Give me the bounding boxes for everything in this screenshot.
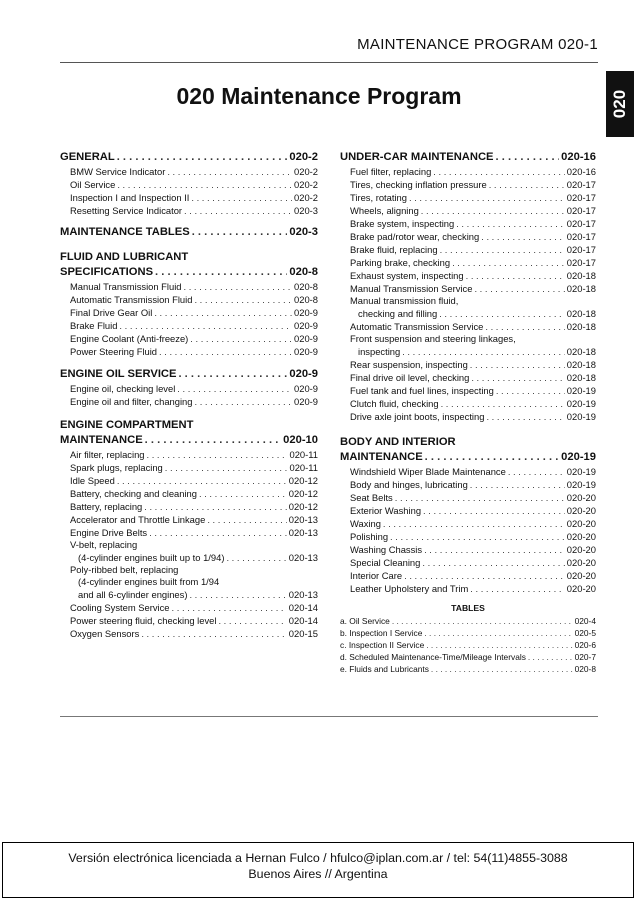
toc-entry-front-suspension-line1: Front suspension and steering linkages, xyxy=(350,333,516,344)
tables-heading: TABLES xyxy=(451,603,485,613)
toc-section-engine-oil[interactable]: ENGINE OIL SERVICE . . . 020-9 xyxy=(60,367,318,382)
toc-entry[interactable]: Final drive oil level, checking . . . 020-18 xyxy=(340,371,596,384)
toc-entry[interactable]: Engine Drive Belts . . . 020-13 xyxy=(60,526,318,539)
toc-entry[interactable]: Resetting Service Indicator . . . 020-3 xyxy=(60,204,318,217)
toc-entry[interactable]: Engine oil, checking level . . . 020-9 xyxy=(60,382,318,395)
toc-entry[interactable]: Brake fluid, replacing . . . 020-17 xyxy=(340,243,596,256)
toc-entry[interactable]: Final Drive Gear Oil . . . 020-9 xyxy=(60,306,318,319)
toc-entry-manual-fluid[interactable]: checking and filling . . . 020-18 xyxy=(340,307,596,320)
toc-entry[interactable]: Brake Fluid . . . 020-9 xyxy=(60,319,318,332)
toc-entry[interactable]: BMW Service Indicator . . . 020-2 xyxy=(60,165,318,178)
toc-entry-vbelt-line1: V-belt, replacing xyxy=(70,539,138,550)
toc-entry[interactable]: Exhaust system, inspecting . . . 020-18 xyxy=(340,269,596,282)
toc-entry[interactable]: Tires, checking inflation pressure . . . 020-17 xyxy=(340,178,596,191)
toc-entry-manual-fluid-line1: Manual transmission fluid, xyxy=(350,295,459,306)
toc-section-maintenance-tables[interactable]: MAINTENANCE TABLES . . . 020-3 xyxy=(60,225,318,240)
toc-section-engine-compartment-title: ENGINE COMPARTMENT xyxy=(60,419,194,431)
toc-entry[interactable]: Idle Speed . . . 020-12 xyxy=(60,474,318,487)
running-header: MAINTENANCE PROGRAM 020-1 xyxy=(357,36,598,53)
toc-entry[interactable]: Polishing . . . 020-20 xyxy=(340,530,596,543)
toc-entry[interactable]: Automatic Transmission Service . . . 020-18 xyxy=(340,320,596,333)
toc-section-general[interactable]: GENERAL . . . 020-2 xyxy=(60,150,318,165)
section-tab-label: 020 xyxy=(610,89,629,119)
toc-left-column xyxy=(60,150,318,640)
toc-entry[interactable]: Parking brake, checking . . . 020-17 xyxy=(340,256,596,269)
toc-entry[interactable]: Automatic Transmission Fluid . . . 020-8 xyxy=(60,293,318,306)
toc-entry[interactable]: Exterior Washing . . . 020-20 xyxy=(340,504,596,517)
header-rule xyxy=(60,62,598,63)
toc-entry[interactable]: Drive axle joint boots, inspecting . . . 020-19 xyxy=(340,410,596,423)
toc-entry[interactable]: Tires, rotating . . . 020-17 xyxy=(340,191,596,204)
toc-section-fluid-title: FLUID AND LUBRICANT xyxy=(60,251,189,263)
toc-entry-polybelt[interactable]: and all 6-cylinder engines) . . . 020-13 xyxy=(60,588,318,601)
toc-entry[interactable]: Special Cleaning . . . 020-20 xyxy=(340,556,596,569)
toc-entry-polybelt-line1: Poly-ribbed belt, replacing xyxy=(70,564,179,575)
toc-entry[interactable]: Fuel filter, replacing . . . 020-16 xyxy=(340,165,596,178)
toc-entry[interactable]: Battery, checking and cleaning . . . 020-12 xyxy=(60,487,318,500)
toc-entry[interactable]: Windshield Wiper Blade Maintenance . . . 020-19 xyxy=(340,465,596,478)
toc-entry[interactable]: Leather Upholstery and Trim . . . 020-20 xyxy=(340,582,596,595)
table-list-item[interactable]: d. Scheduled Maintenance-Time/Mileage Intervals . . . 020-7 xyxy=(340,651,596,663)
toc-entry[interactable]: Oxygen Sensors . . . 020-15 xyxy=(60,627,318,640)
license-footer xyxy=(2,842,634,898)
toc-entry[interactable]: Rear suspension, inspecting . . . 020-18 xyxy=(340,358,596,371)
toc-entry[interactable]: Seat Belts . . . 020-20 xyxy=(340,491,596,504)
toc-entry[interactable]: Air filter, replacing . . . 020-11 xyxy=(60,448,318,461)
toc-section-engine-compartment[interactable]: MAINTENANCE . . . 020-10 xyxy=(60,433,318,448)
toc-section-body-title: BODY AND INTERIOR xyxy=(340,436,456,448)
table-list-item[interactable]: b. Inspection I Service . . . 020-5 xyxy=(340,627,596,639)
toc-entry[interactable]: Waxing . . . 020-20 xyxy=(340,517,596,530)
toc-entry[interactable]: Inspection I and Inspection II . . . 020-2 xyxy=(60,191,318,204)
table-list-item[interactable]: c. Inspection II Service . . . 020-6 xyxy=(340,639,596,651)
toc-entry[interactable]: Cooling System Service . . . 020-14 xyxy=(60,601,318,614)
toc-section-body[interactable]: MAINTENANCE . . . 020-19 xyxy=(340,450,596,465)
toc-entry[interactable]: Washing Chassis . . . 020-20 xyxy=(340,543,596,556)
toc-entry[interactable]: Fuel tank and fuel lines, inspecting . . . 020-19 xyxy=(340,384,596,397)
footer-rule xyxy=(60,716,598,717)
toc-entry-vbelt[interactable]: (4-cylinder engines built up to 1/94) . . . 020-13 xyxy=(60,551,318,564)
toc-entry[interactable]: Wheels, aligning . . . 020-17 xyxy=(340,204,596,217)
toc-entry[interactable]: Clutch fluid, checking . . . 020-19 xyxy=(340,397,596,410)
toc-entry[interactable]: Power Steering Fluid . . . 020-9 xyxy=(60,345,318,358)
toc-entry[interactable]: Power steering fluid, checking level . . . 020-14 xyxy=(60,614,318,627)
toc-entry[interactable]: Oil Service . . . 020-2 xyxy=(60,178,318,191)
license-location: Buenos Aires // Argentina xyxy=(248,867,388,881)
toc-right-column xyxy=(340,150,596,675)
toc-entry[interactable]: Manual Transmission Fluid . . . 020-8 xyxy=(60,280,318,293)
toc-entry-polybelt-line2: (4-cylinder engines built from 1/94 xyxy=(78,576,220,587)
toc-entry[interactable]: Interior Care . . . 020-20 xyxy=(340,569,596,582)
toc-entry[interactable]: Brake pad/rotor wear, checking . . . 020-17 xyxy=(340,230,596,243)
license-line: Versión electrónica licenciada a Hernan Fulco / hfulco@iplan.com.ar / tel: 54(11)4855-3088 xyxy=(68,851,568,865)
table-list-item[interactable]: a. Oil Service . . . 020-4 xyxy=(340,615,596,627)
toc-entry[interactable]: Body and hinges, lubricating . . . 020-19 xyxy=(340,478,596,491)
toc-entry[interactable]: Spark plugs, replacing . . . 020-11 xyxy=(60,461,318,474)
table-list-item[interactable]: e. Fluids and Lubricants . . . 020-8 xyxy=(340,663,596,675)
page-title: 020 Maintenance Program xyxy=(176,83,462,109)
toc-entry[interactable]: Manual Transmission Service . . . 020-18 xyxy=(340,282,596,295)
toc-entry[interactable]: Accelerator and Throttle Linkage . . . 020-13 xyxy=(60,513,318,526)
toc-section-fluid[interactable]: SPECIFICATIONS . . . 020-8 xyxy=(60,265,318,280)
toc-entry[interactable]: Battery, replacing . . . 020-12 xyxy=(60,500,318,513)
toc-entry[interactable]: Brake system, inspecting . . . 020-17 xyxy=(340,217,596,230)
toc-entry[interactable]: Engine Coolant (Anti-freeze) . . . 020-9 xyxy=(60,332,318,345)
toc-entry[interactable]: Engine oil and filter, changing . . . 020-9 xyxy=(60,395,318,408)
toc-section-under-car[interactable]: UNDER-CAR MAINTENANCE . . . 020-16 xyxy=(340,150,596,165)
toc-entry-front-suspension[interactable]: inspecting . . . 020-18 xyxy=(340,345,596,358)
